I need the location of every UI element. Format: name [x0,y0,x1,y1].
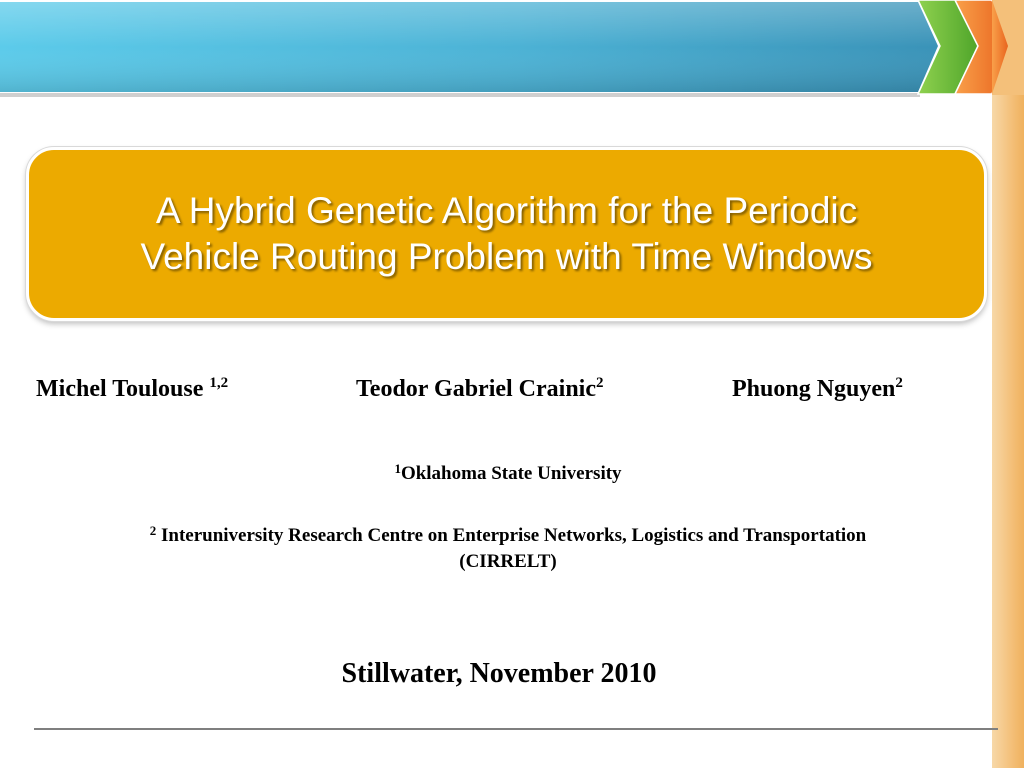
affiliation-2 [0,523,1016,575]
author-name: Phuong Nguyen [732,376,896,402]
title-line: A Hybrid Genetic Algorithm for the Periodic [155,190,858,231]
title-box [26,147,987,321]
affiliation-superscript: 1 [394,461,401,476]
author-3 [732,376,903,403]
slide-title [57,188,957,280]
affiliation-text: Interuniversity Research Centre on Enterprise Networks, Logistics and Transportation [156,525,867,546]
top-banner [0,0,1024,100]
author-superscript: 2 [596,375,604,391]
author-name: Teodor Gabriel Crainic [356,376,596,402]
author-superscript: 2 [895,375,903,391]
author-superscript: 1,2 [209,375,229,391]
affiliation-1 [0,461,1016,487]
affiliation-text-line2: (CIRRELT) [459,551,557,572]
author-2 [356,376,604,403]
author-1 [36,376,228,403]
place-date: Stillwater, November 2010 [341,658,657,689]
author-name: Michel Toulouse [36,376,210,402]
affiliation-text: Oklahoma State University [400,463,622,484]
bottom-divider [34,728,998,730]
title-line: Vehicle Routing Problem with Time Windows [140,236,873,277]
affiliation-superscript: 2 [149,523,157,538]
